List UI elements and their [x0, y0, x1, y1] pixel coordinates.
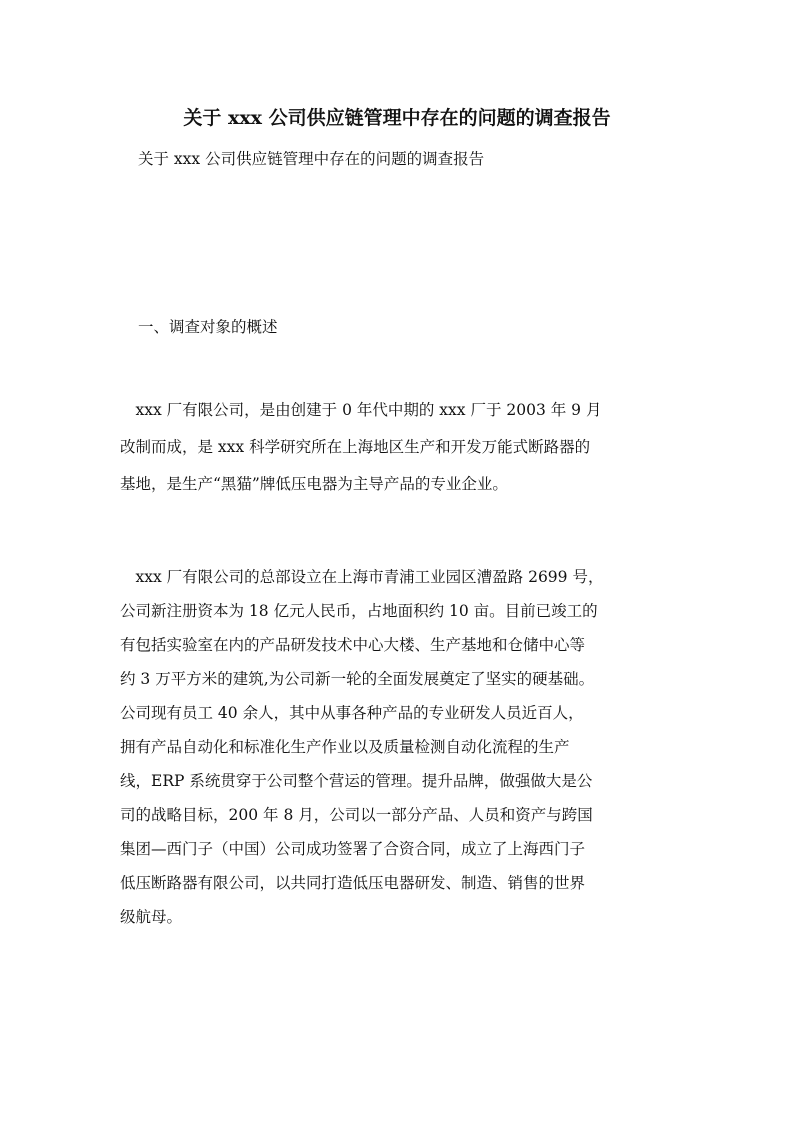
paragraph-line: 有包括实验室在内的产品研发技术中心大楼、生产基地和仓储中心等: [120, 636, 586, 654]
paragraph-line: 拥有产品自动化和标准化生产作业以及质量检测自动化流程的生产: [120, 738, 570, 756]
document-title: 关于 xxx 公司供应链管理中存在的问题的调查报告: [183, 107, 611, 129]
paragraph-company-intro: [120, 392, 680, 503]
paragraph-line: xxx 厂有限公司，是由创建于 0 年代中期的 xxx 厂于 2003 年 9 月: [120, 401, 602, 419]
paragraph-line: 基地，是生产“黑猫”牌低压电器为主导产品的专业企业。: [120, 475, 508, 493]
document-subtitle: 关于 xxx 公司供应链管理中存在的问题的调查报告: [138, 150, 485, 168]
paragraph-line: 约 3 万平方米的建筑,为公司新一轮的全面发展奠定了坚实的硬基础。: [120, 670, 595, 688]
paragraph-line: 改制而成，是 xxx 科学研究所在上海地区生产和开发万能式断路器的: [120, 438, 591, 456]
paragraph-line: 线，ERP 系统贯穿于公司整个营运的管理。提升品牌，做强做大是公: [120, 772, 593, 790]
paragraph-line: 公司现有员工 40 余人，其中从事各种产品的专业研发人员近百人，: [120, 704, 584, 722]
paragraph-line: 司的战略目标，200 年 8 月，公司以一部分产品、人员和资产与跨国: [120, 806, 593, 824]
paragraph-line: 公司新注册资本为 18 亿元人民币，占地面积约 10 亩。目前已竣工的: [120, 602, 598, 620]
paragraph-line: 低压断路器有限公司，以共同打造低压电器研发、制造、销售的世界: [120, 874, 586, 892]
paragraph-line: xxx 厂有限公司的总部设立在上海市青浦工业园区漕盈路 2699 号，: [120, 568, 604, 586]
paragraph-line: 集团—西门子（中国）公司成功签署了合资合同，成立了上海西门子: [120, 840, 586, 858]
paragraph-company-details: [120, 560, 680, 934]
paragraph-line: 级航母。: [120, 908, 183, 926]
section-heading: 一、调查对象的概述: [138, 318, 278, 336]
